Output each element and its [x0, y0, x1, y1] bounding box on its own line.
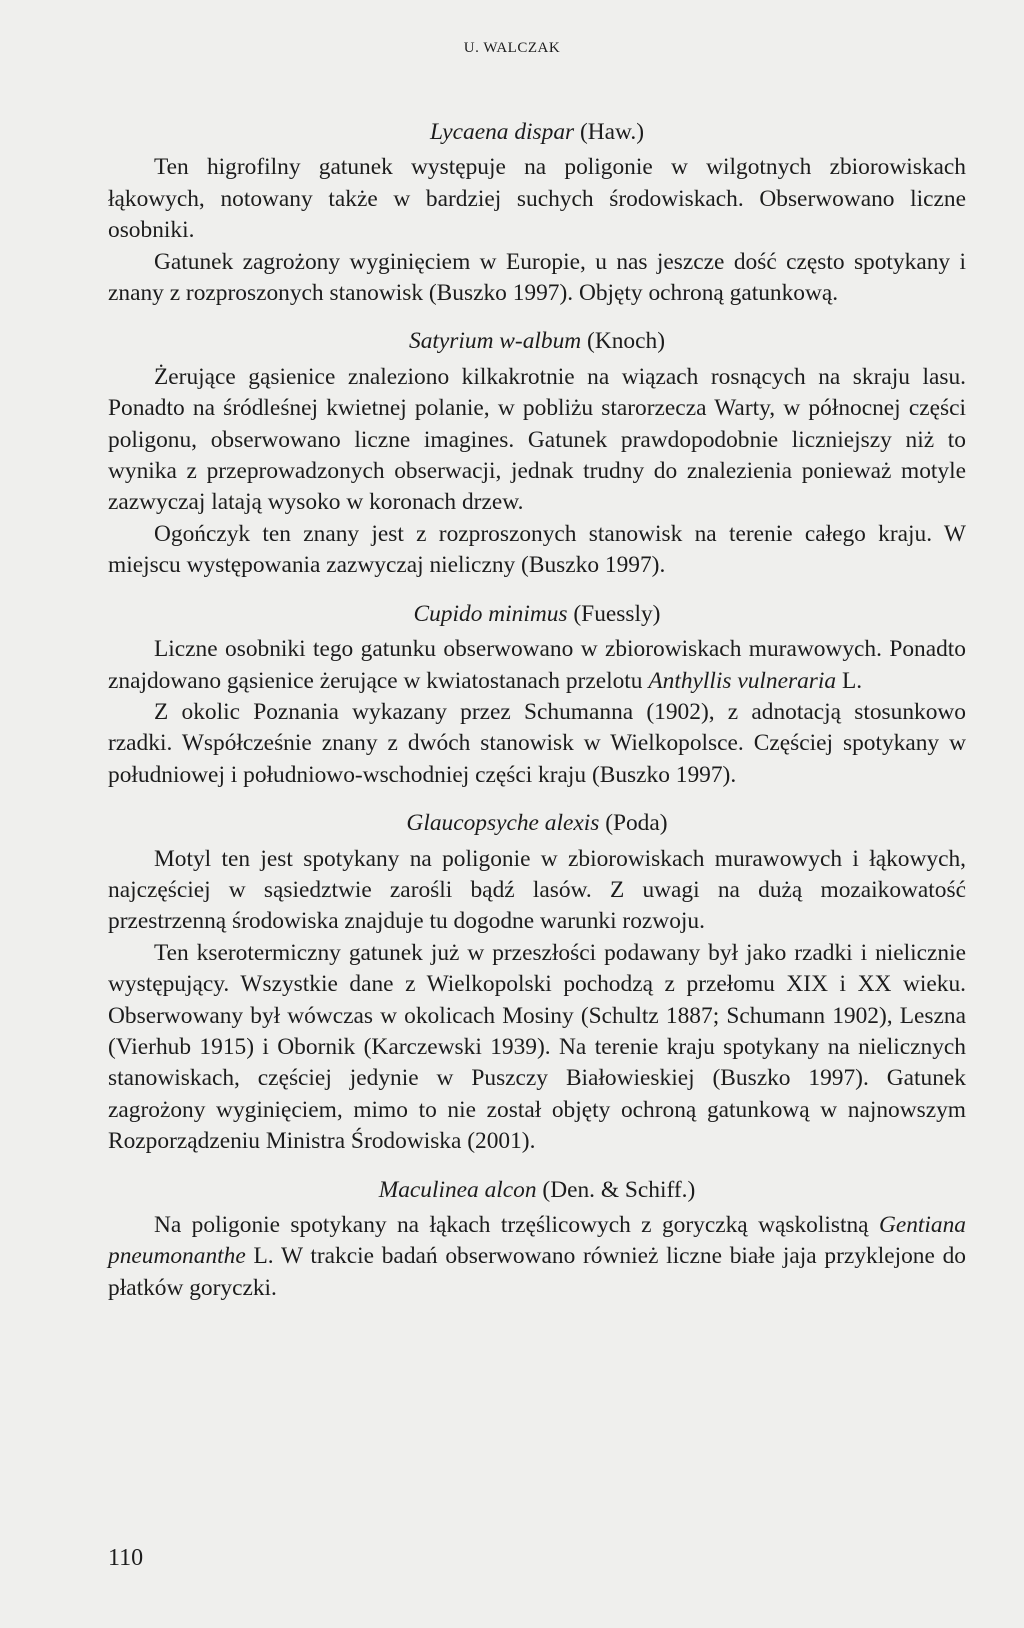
- paragraph: Ten kserotermiczny gatunek już w przeszłości podawany był jako rzadki i nielicznie występujący. Wszystkie dane z Wielkopolski pochodzą z przełomu XIX i XX wieku. Obserwowany był wówczas w okolicach Mosiny (Schultz 1887; Schumann 1902), Leszna (Vierhub 1915) i Obornik (Karczewski 1939). Na terenie kraju spotykany na nielicznych stanowiskach, częściej jedynie w Puszczy Białowieskiej (Buszko 1997). Gatunek zagrożony wyginięciem, mimo to nie został objęty ochroną gatunkową w najnowszym Rozporządzeniu Ministra Środowiska (2001).: [108, 939, 966, 1155]
- species-section-glaucopsyche-alexis: [108, 808, 966, 1157]
- paragraph: Żerujące gąsienice znaleziono kilkakrotnie na wiązach rosnących na skraju lasu. Ponadto na śródleśnej kwietnej polanie, w pobliżu starorzecza Warty, w północnej części poligonu, obserwowano liczne imagines. Gatunek prawdopodobnie liczniejszy niż to wynika z przeprowadzonych obserwacji, jednak trudny do znalezienia ponieważ motyle zazwyczaj latają wysoko w koronach drzew.: [108, 363, 966, 516]
- species-author: (Fuessly): [573, 600, 661, 627]
- species-heading: [108, 326, 966, 357]
- species-heading: [108, 117, 966, 148]
- paragraph: Motyl ten jest spotykany na poligonie w zbiorowiskach murawowych i łąkowych, najczęściej w sąsiedztwie zarośli bądź lasów. Z uwagi na dużą mozaikowatość przestrzenną środowiska znajduje tu dogodne warunki rozwoju.: [108, 845, 966, 935]
- paragraph: [108, 1210, 966, 1304]
- species-heading: [108, 808, 966, 839]
- paragraph-text: L.: [836, 667, 863, 694]
- species-author: (Knoch): [587, 328, 665, 355]
- species-heading: [108, 1175, 966, 1206]
- running-head: U. WALCZAK: [463, 40, 561, 56]
- paragraph: Z okolic Poznania wykazany przez Schumanna (1902), z adnotacją stosunkowo rzadki. Współcześnie znany z dwóch stanowisk w Wielkopolsce. Częściej spotykany w południowej i południowo-wschodniej części kraju (Buszko 1997).: [108, 698, 966, 788]
- paragraph: Gatunek zagrożony wyginięciem w Europie, u nas jeszcze dość często spotykany i znany z rozproszonych stanowisk (Buszko 1997). Objęty ochroną gatunkową.: [108, 248, 966, 307]
- body-text: [108, 117, 966, 1321]
- paragraph: [108, 634, 966, 697]
- paragraph-text: Liczne osobniki tego gatunku obserwowano w zbiorowiskach murawowych. Ponadto znajdowano gąsienice żerujące w kwiatostanach przelotu: [108, 636, 966, 694]
- plant-name: Gentiana pneumonanthe: [108, 1212, 966, 1270]
- species-section-lycaena-dispar: [108, 117, 966, 309]
- species-section-maculinea-alcon: [108, 1175, 966, 1305]
- page-number: 110: [108, 1545, 144, 1571]
- species-name: Glaucopsyche alexis: [406, 810, 600, 837]
- paragraph-text: Na poligonie spotykany na łąkach trzęślicowych z goryczką wąskolistną: [154, 1212, 879, 1238]
- paragraph: Ogończyk ten znany jest z rozproszonych stanowisk na terenie całego kraju. W miejscu występowania zazwyczaj nieliczny (Buszko 1997).: [108, 520, 966, 579]
- species-name: Satyrium w-album: [409, 328, 582, 355]
- species-section-satyrium-w-album: [108, 326, 966, 581]
- species-author: (Den. & Schiff.): [542, 1176, 696, 1203]
- species-name: Cupido minimus: [413, 600, 568, 627]
- species-section-cupido-minimus: [108, 599, 966, 791]
- species-heading: [108, 599, 966, 630]
- paragraph: Ten higrofilny gatunek występuje na poligonie w wilgotnych zbiorowiskach łąkowych, notowany także w bardziej suchych środowiskach. Obserwowano liczne osobniki.: [108, 154, 966, 244]
- species-name: Maculinea alcon: [378, 1176, 537, 1203]
- plant-name: Anthyllis vulneraria: [648, 667, 837, 694]
- paragraph-text: L. W trakcie badań obserwowano również liczne białe jaja przyklejone do płatków goryczki.: [108, 1243, 966, 1301]
- species-author: (Haw.): [579, 119, 645, 145]
- species-name: Lycaena dispar: [429, 119, 575, 145]
- species-author: (Poda): [605, 810, 668, 837]
